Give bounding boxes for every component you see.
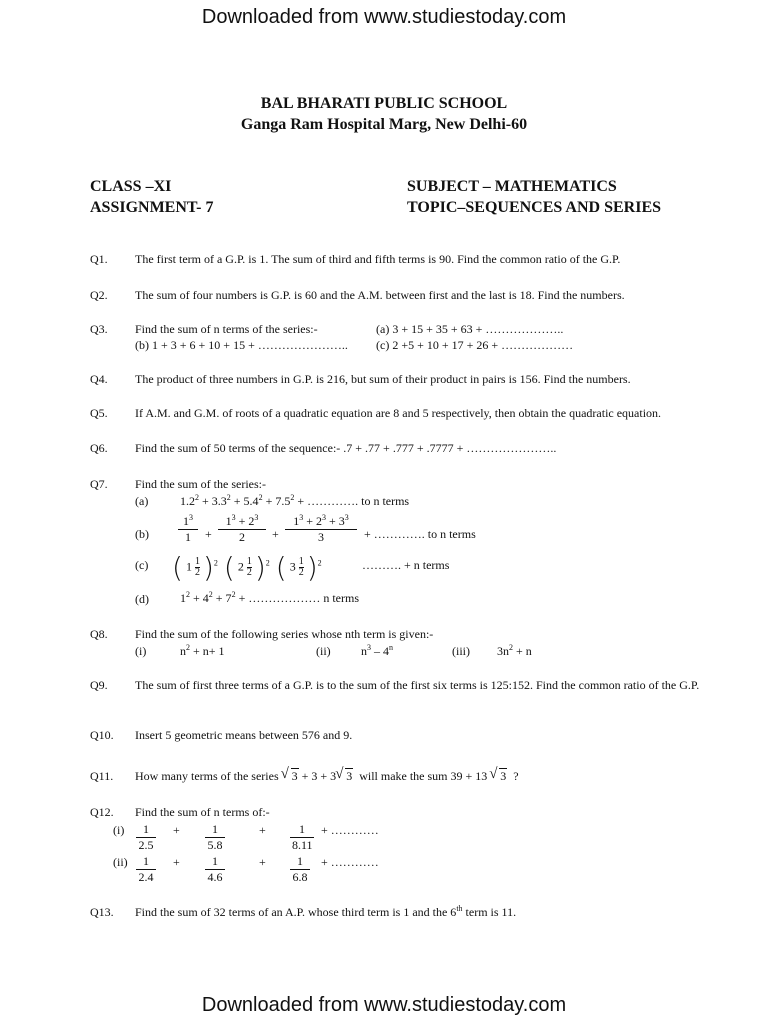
fraction: $\frac{1}{6.8}$: [290, 854, 310, 885]
question-text: Find the sum of n terms of:-: [135, 805, 270, 819]
series-tail: + …………: [321, 823, 379, 837]
question-text: Insert 5 geometric means between 576 and 9.: [135, 728, 353, 742]
fraction: $\frac{1}{4.6}$: [205, 854, 225, 885]
question-number: Q7.: [90, 477, 108, 491]
fraction: $\frac{1^3 + 2^3 + 3^3}{3}$: [285, 514, 357, 545]
question-number: Q1.: [90, 252, 108, 266]
question-number: Q6.: [90, 441, 108, 455]
series-c: (c) 2 +5 + 10 + 17 + 26 + ………………: [376, 338, 574, 352]
question-text: The product of three numbers in G.P. is 216, but sum of their product in pairs is 156. Find the numbers.: [135, 372, 631, 386]
question-number: Q11.: [90, 769, 114, 783]
series-expression: $1.2^2 + 3.3^2 + 5.4^2 + 7.5^2$ + …………. to n terms: [180, 493, 410, 508]
assignment-label: ASSIGNMENT- 7: [90, 199, 214, 216]
topic-label: TOPIC–SEQUENCES AND SERIES: [407, 199, 662, 216]
question-number: Q10.: [90, 728, 114, 742]
question-number: Q5.: [90, 406, 108, 420]
series-a: (a) 3 + 15 + 35 + 63 + ………………..: [376, 322, 564, 336]
series-b: (b) 1 + 3 + 6 + 10 + 15 + …………………..: [135, 338, 348, 352]
question-number: Q12.: [90, 805, 114, 819]
watermark-bottom: Downloaded from www.studiestoday.com: [201, 994, 567, 1016]
series-tail: + …………. to n terms: [364, 527, 476, 541]
fraction: $\frac{1}{2.4}$: [136, 854, 156, 885]
question-number: Q9.: [90, 678, 108, 692]
question-text: How many terms of the series √ 3 + 3 + 3√ 3 will make the sum 39 + 13 √ 3 ?: [135, 769, 705, 784]
sqrt-expression: √ 3: [490, 769, 507, 784]
part-label: (ii): [316, 644, 331, 658]
part-label: (d): [135, 592, 149, 606]
fraction: $\frac{1^3 + 2^3}{2}$: [218, 514, 266, 545]
question-text: Find the sum of 50 terms of the sequence:- .7 + .77 + .777 + .7777 + …………………..: [135, 441, 557, 455]
part-label: (c): [135, 558, 149, 572]
fraction: $\frac{1}{8.11}$: [292, 822, 313, 852]
question-number: Q3.: [90, 322, 108, 336]
series-expression: $1^2 + 4^2 + 7^2$ + ……………… n terms: [180, 590, 359, 605]
part-label: (ii): [113, 855, 128, 869]
school-name: BAL BHARATI PUBLIC SCHOOL: [260, 95, 508, 112]
question-text: The sum of first three terms of a G.P. is to the sum of the first six terms is 125:152. Find the common ratio of the G.P.: [135, 678, 700, 692]
part-label: (a): [135, 494, 149, 508]
sqrt-expression: √ 3: [282, 769, 299, 784]
question-text-part: Find the sum of 32 terms of an A.P. whose third term is 1 and the 6: [135, 905, 457, 919]
fraction: $\frac{1}{2.5}$: [136, 822, 156, 853]
question-text-part: term is 11.: [465, 905, 517, 919]
watermark-top: Downloaded from www.studiestoday.com: [201, 6, 567, 28]
part-label: (b): [135, 527, 149, 541]
question-number: Q4.: [90, 372, 108, 386]
question-text: Find the sum of n terms of the series:-: [135, 322, 318, 336]
nth-term: $n^3 - 4^n$: [361, 643, 393, 658]
fraction: $\frac{1}{5.8}$: [205, 822, 225, 853]
question-text: Find the sum of the following series whose nth term is given:-: [135, 627, 434, 641]
question-text-part: How many terms of the series: [135, 769, 279, 783]
part-label: (i): [135, 644, 147, 658]
part-label: (i): [113, 823, 125, 837]
mixed-number-series: ( 1 $\frac{1}{2}$ )$^2$ ( 2 $\frac{1}{2}$ )$^2$ ( 3 $\frac{1}{2}$ )$^2$: [172, 551, 322, 584]
question-text: The first term of a G.P. is 1. The sum of third and fifth terms is 90. Find the common ratio of the G.P.: [135, 252, 621, 266]
question-text-part: will make the sum 39 + 13: [359, 769, 488, 783]
question-number: Q2.: [90, 288, 108, 302]
question-text: Find the sum of the series:-: [135, 477, 266, 491]
question-number: Q13.: [90, 905, 114, 919]
question-number: Q8.: [90, 627, 108, 641]
subject-label: SUBJECT – MATHEMATICS: [407, 178, 617, 195]
nth-term: $3n^2 + n$: [497, 643, 532, 658]
question-text: If A.M. and G.M. of roots of a quadratic equation are 8 and 5 respectively, then obtain the quadratic equation.: [135, 406, 662, 420]
fraction: $\frac{1^3}{1}$: [178, 514, 198, 545]
part-label: (iii): [452, 644, 470, 658]
school-address: Ganga Ram Hospital Marg, New Delhi-60: [240, 116, 528, 133]
question-text: Find the sum of 32 terms of an A.P. whose third term is 1 and the 6th term is 11.: [135, 904, 517, 919]
class-label: CLASS –XI: [90, 178, 172, 195]
series-tail: ………. + n terms: [362, 558, 450, 572]
nth-term: $n^2 + n+ 1$: [180, 643, 225, 658]
series-tail: + …………: [321, 855, 379, 869]
question-text: The sum of four numbers is G.P. is 60 and the A.M. between first and the last is 18. Find the numbers.: [135, 288, 625, 302]
